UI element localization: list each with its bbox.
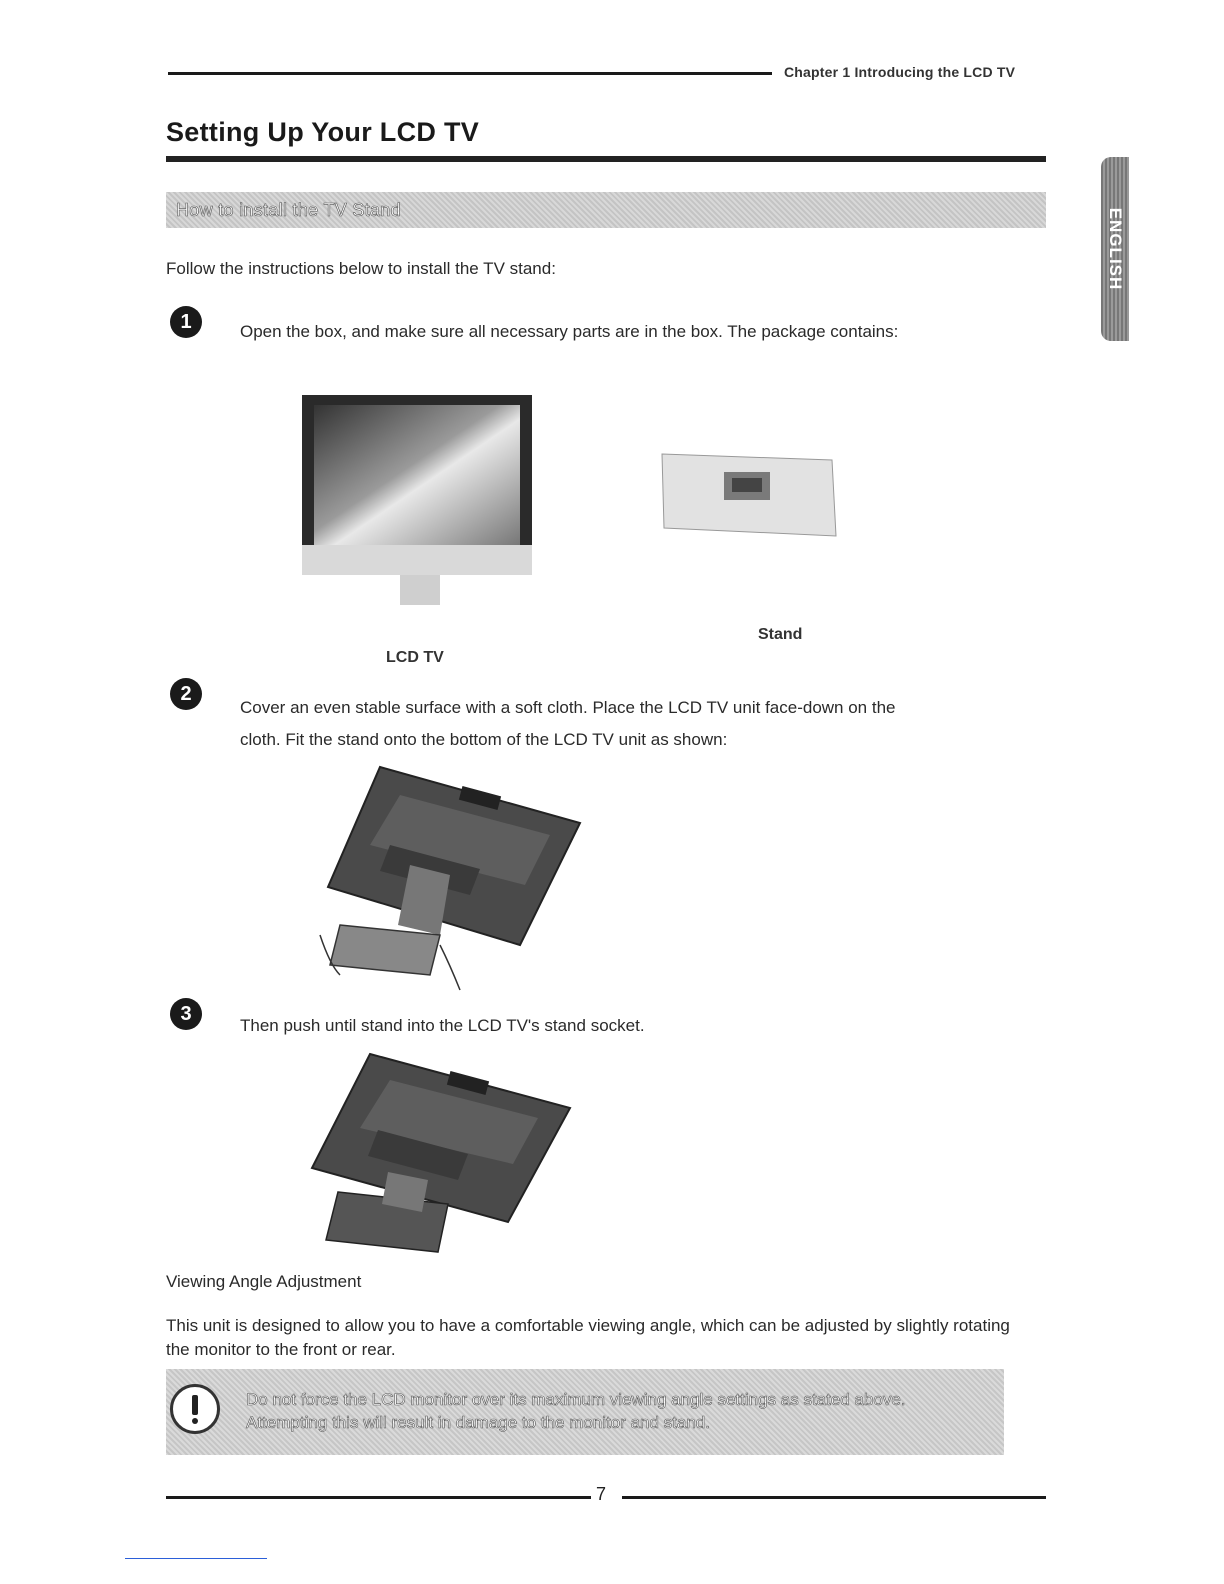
stand-caption: Stand <box>758 626 803 643</box>
bottom-link-underline <box>125 1558 267 1559</box>
step-1-text: Open the box, and make sure all necessary parts are in the box. The package contains: <box>240 322 899 341</box>
footer-rule-left <box>166 1496 591 1499</box>
step-2-number: 2 <box>170 678 202 710</box>
lcd-tv-image <box>300 393 534 607</box>
warning-line-2: Attempting this will result in damage to the monitor and stand. <box>246 1413 710 1432</box>
page-number: 7 <box>596 1484 607 1504</box>
viewing-angle-text: This unit is designed to allow you to have a comfortable viewing angle, which can be adjusted by slightly rotating the monitor to the front or rear. <box>166 1316 1010 1359</box>
stand-attach-image <box>310 765 590 1000</box>
section-heading: How to install the TV Stand <box>176 200 401 220</box>
intro-text: Follow the instructions below to install the TV stand: <box>166 259 556 278</box>
stand-installed-image <box>298 1052 578 1257</box>
chapter-header: Chapter 1 Introducing the LCD TV <box>784 64 1016 80</box>
header-rule <box>168 72 772 75</box>
lcd-tv-caption: LCD TV <box>386 649 444 666</box>
exclamation-circle-icon <box>170 1384 220 1434</box>
warning-line-1: Do not force the LCD monitor over its maximum viewing angle settings as stated above. <box>246 1390 906 1409</box>
warning-text <box>246 1388 906 1434</box>
language-side-tab-label: ENGLISH <box>1106 207 1125 291</box>
viewing-angle-heading: Viewing Angle Adjustment <box>166 1272 362 1291</box>
title-rule <box>166 156 1046 162</box>
step-3-text: Then push until stand into the LCD TV's stand socket. <box>240 1016 645 1035</box>
step-1-number: 1 <box>170 306 202 338</box>
stand-image <box>660 450 840 540</box>
step-2-text: Cover an even stable surface with a soft cloth. Place the LCD TV unit face-down on the cloth. Fit the stand onto the bottom of the LCD TV unit as shown: <box>240 698 896 749</box>
footer-rule-right <box>622 1496 1046 1499</box>
page-title: Setting Up Your LCD TV <box>166 117 480 147</box>
step-3-number: 3 <box>170 998 202 1030</box>
section-heading-bar <box>166 192 1046 228</box>
language-side-tab <box>1101 157 1129 341</box>
